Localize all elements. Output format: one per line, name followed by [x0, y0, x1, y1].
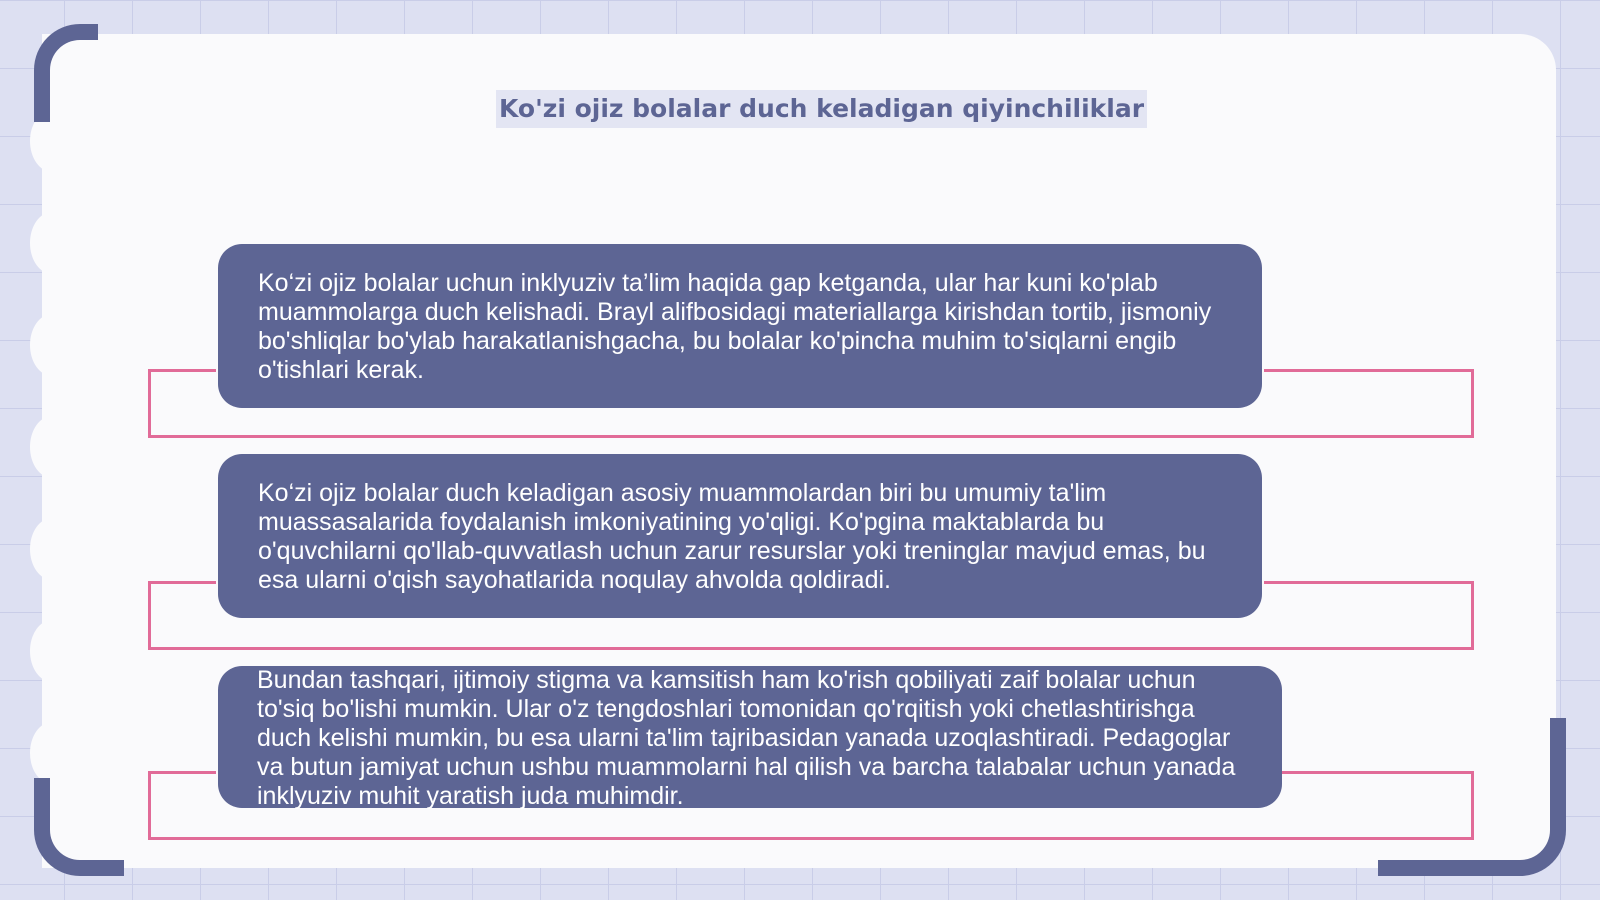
frame-tick: [1264, 581, 1474, 584]
text-card[interactable]: [218, 666, 1282, 808]
paragraph-text: Ko‘zi ojiz bolalar uchun inklyuziv ta’lim haqida gap ketganda, ular har kuni ko'plab muammolarga duch kelishadi. Brayl alifbosidagi materiallarga kirishdan tortib, jismoniy bo'shliqlar bo'ylab harakatlanishgacha, bu bolalar ko'pincha muhim to'siqlarni engib o'tishlari kerak.: [258, 269, 1212, 384]
frame-tick: [1264, 771, 1474, 774]
paragraph-text: Ko‘zi ojiz bolalar duch keladigan asosiy muammolardan biri bu umumiy ta'lim muassasalarida foydalanish imkoniyatining yo'qligi. Ko'pgina maktablarda bu o'quvchilarni qo'llab-quvvatlash uchun zarur resurslar yoki treninglar mavjud emas, bu esa ularni o'qish sayohatlarida noqulay ahvolda qoldiradi.: [258, 479, 1206, 594]
scallop-edge: [30, 620, 74, 682]
scallop-edge: [30, 212, 74, 274]
slide-title[interactable]: Ko'zi ojiz bolalar duch keladigan qiyinchiliklar: [496, 90, 1147, 128]
scallop-edge: [30, 518, 74, 580]
scallop-edge: [30, 722, 74, 784]
text-card[interactable]: [218, 244, 1262, 408]
paragraph-text: Bundan tashqari, ijtimoiy stigma va kamsitish ham ko'rish qobiliyati zaif bolalar uchun to'siq bo'lishi mumkin. Ular o'z tengdoshlari tomonidan qo'rqitish yoki chetlashtirishga duch kelishi mumkin, bu esa ularni ta'lim tajribasidan yanada uzoqlashtiradi. Pedagoglar va butun jamiyat uchun ushbu muammolarni hal qilish va barcha talabalar uchun yanada inklyuziv muhit yaratish juda muhimdir.: [257, 666, 1236, 810]
frame-tick: [1264, 369, 1474, 372]
scallop-edge: [30, 314, 74, 376]
scallop-edge: [30, 416, 74, 478]
frame-tick: [148, 369, 216, 372]
corner-bracket-bottom-left: [34, 778, 124, 876]
frame-tick: [148, 771, 216, 774]
frame-tick: [148, 581, 216, 584]
text-card[interactable]: [218, 454, 1262, 618]
